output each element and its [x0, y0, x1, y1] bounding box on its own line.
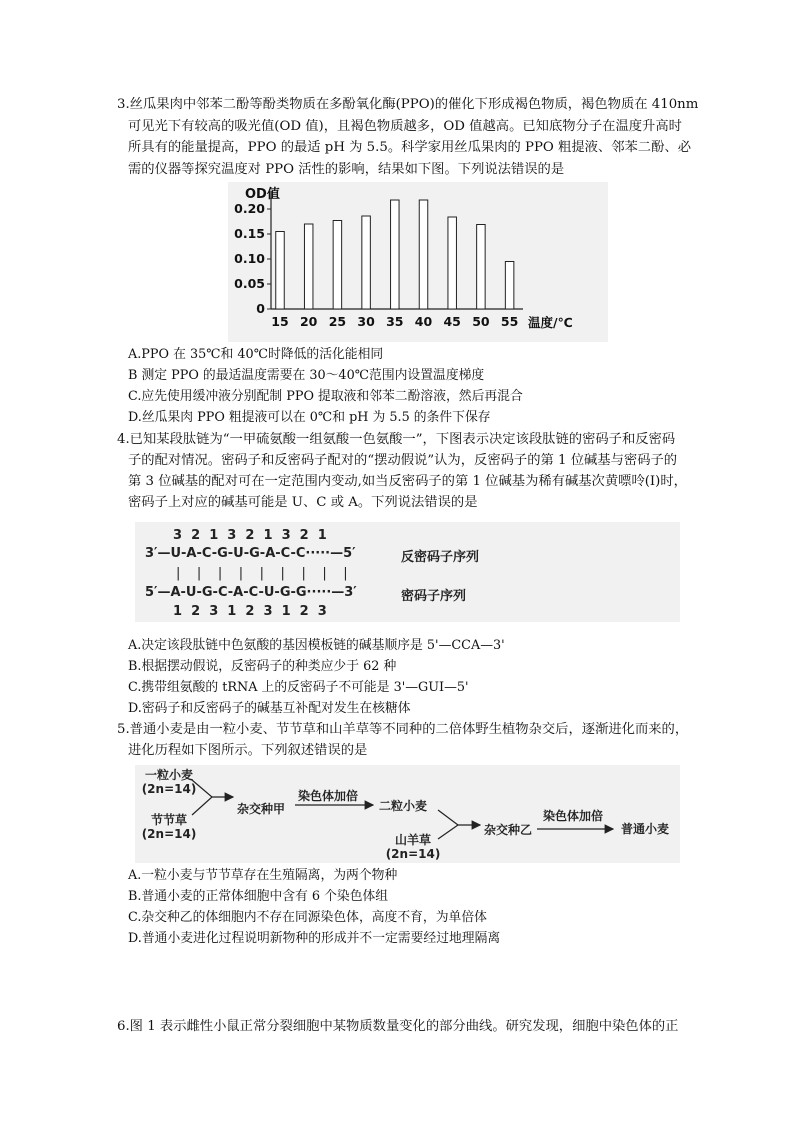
q4-option-d: D.密码子和反密码子的碱基互补配对发生在核糖体	[128, 701, 411, 716]
q4-stem-line-4: 密码子上对应的碱基可能是 U、C 或 A。下列说法错误的是	[128, 495, 478, 510]
y-tick-label: 0	[256, 301, 265, 316]
x-tick-label: 15	[271, 314, 289, 329]
codon-position-numbers: 1 2 3 1 2 3 1 2 3	[173, 604, 327, 619]
species-jiejiecao-chromosome: (2n=14)	[141, 827, 197, 841]
q4-option-b: B.根据摆动假说，反密码子的种类应少于 62 种	[128, 659, 397, 674]
q5-stem-line-1: 5.普通小麦是由一粒小麦、节节草和山羊草等不同种的二倍体野生植物杂交后，逐渐进化而来的，	[117, 722, 689, 737]
species-shanyangcao-chromosome: (2n=14)	[385, 847, 441, 861]
species-yili-chromosome: (2n=14)	[141, 782, 197, 796]
q4-option-a: A.决定该段肽链中色氨酸的基因模板链的碱基顺序是 5'—CCA—3'	[128, 638, 505, 653]
hybrid-jia: 杂交种甲	[237, 802, 286, 816]
x-tick-label: 30	[357, 314, 375, 329]
x-tick-label: 20	[299, 314, 318, 329]
q4-stem-line-3: 第 3 位碱基的配对可在一定范围内变动,如当反密码子的第 1 位碱基为稀有碱基次黄嘌呤(I)时，	[128, 474, 687, 489]
x-tick-label: 35	[386, 314, 404, 329]
x-tick-label: 55	[500, 314, 519, 329]
codon-sequence: 5′—A-U-G-C-A-C-U-G-G·····—3′	[145, 585, 357, 600]
y-tick-label: 0.20	[234, 201, 265, 216]
species-putong: 普通小麦	[621, 822, 670, 836]
bar-55	[505, 262, 513, 310]
bar-30	[362, 216, 371, 309]
codon-label: 密码子序列	[401, 589, 467, 604]
bar-45	[448, 217, 457, 309]
q5-stem-line-2: 进化历程如下图所示。下列叙述错误的是	[128, 743, 368, 758]
q3-stem-line-3: 所具有的能量提高，PPO 的最适 pH 为 5.5。科学家用丝瓜果肉的 PPO 粗提液、邻苯二酚、必	[128, 140, 691, 155]
doubling-label-1: 染色体加倍	[298, 789, 359, 803]
q4-stem-line-2: 子的配对情况。密码子和反密码子配对的“摆动假说”认为，反密码子的第 1 位碱基与密码子的	[128, 453, 678, 468]
pairing-bars: | | | | | | | | |	[176, 566, 348, 581]
bar-35	[391, 200, 400, 309]
merge-bracket-2	[438, 810, 458, 839]
q3-option-c: C.应先使用缓冲液分别配制 PPO 提取液和邻苯二酚溶液，然后再混合	[128, 389, 523, 404]
species-shanyangcao-name: 山羊草	[394, 833, 431, 847]
y-axis-label: OD值	[245, 187, 280, 202]
bar-25	[333, 221, 342, 310]
anticodon-position-numbers: 3 2 1 3 2 1 3 2 1	[173, 528, 327, 543]
doubling-label-2: 染色体加倍	[543, 809, 604, 823]
q5-option-d: D.普通小麦进化过程说明新物种的形成并不一定需要经过地理隔离	[128, 931, 501, 946]
q3-option-d: D.丝瓜果肉 PPO 粗提液可以在 0℃和 pH 为 5.5 的条件下保存	[128, 410, 491, 425]
x-tick-label: 25	[328, 314, 347, 329]
species-jiejiecao	[141, 813, 197, 841]
q3-stem-line-1: 3.丝瓜果肉中邻苯二酚等酚类物质在多酚氧化酶(PPO)的催化下形成褐色物质，褐色物质在 410nm	[117, 97, 699, 112]
bar-15	[276, 232, 285, 310]
q3-option-a: A.PPO 在 35℃和 40℃时降低的活化能相同	[128, 347, 384, 362]
q4-stem-line-1: 4.已知某段肽链为“一甲硫氨酸一组氨酸一色氨酸一”，下图表示决定该段肽链的密码子和反密码	[117, 432, 676, 447]
anticodon-sequence: 3′—U-A-C-G-U-G-A-C-C·····—5′	[145, 546, 356, 561]
bar-40	[419, 200, 428, 309]
q5-option-c: C.杂交种乙的体细胞内不存在同源染色体，高度不育，为单倍体	[128, 910, 487, 925]
q5-option-b: B.普通小麦的正常体细胞中含有 6 个染色体组	[128, 889, 389, 904]
q4-option-c: C.携带组氨酸的 tRNA 上的反密码子不可能是 3'—GUI—5'	[128, 680, 469, 695]
q3-stem-line-4: 需的仪器等探究温度对 PPO 活性的影响，结果如下图。下列说法错误的是	[128, 162, 565, 177]
wheat-evolution-diagram	[135, 765, 680, 863]
bar-50	[477, 225, 486, 310]
od-temperature-chart	[228, 182, 608, 342]
y-tick-label: 0.15	[234, 226, 265, 241]
x-tick-label: 40	[414, 314, 433, 329]
x-axis-label: 温度/℃	[528, 315, 573, 330]
species-yili	[141, 768, 197, 796]
bar-20	[304, 224, 313, 309]
species-yili-name: 一粒小麦	[144, 768, 193, 782]
species-erli: 二粒小麦	[379, 799, 428, 813]
codon-diagram	[135, 522, 680, 622]
hybrid-yi: 杂交种乙	[484, 823, 533, 837]
x-tick-label: 50	[472, 314, 490, 329]
y-tick-label: 0.10	[234, 251, 265, 266]
species-shanyangcao	[385, 833, 441, 861]
q3-stem-line-2: 可见光下有较高的吸光值(OD 值)，且褐色物质越多，OD 值越高。已知底物分子在温度升高时	[128, 119, 682, 134]
anticodon-label: 反密码子序列	[401, 550, 480, 565]
q5-option-a: A.一粒小麦与节节草存在生殖隔离，为两个物种	[128, 868, 398, 883]
q6-stem-line-1: 6.图 1 表示雌性小鼠正常分裂细胞中某物质数量变化的部分曲线。研究发现，细胞中染色体的正	[117, 1019, 679, 1034]
q3-option-b: B 测定 PPO 的最适温度需要在 30～40℃范围内设置温度梯度	[128, 368, 485, 383]
x-tick-label: 45	[443, 314, 461, 329]
species-jiejiecao-name: 节节草	[150, 813, 187, 827]
y-tick-label: 0.05	[234, 276, 265, 291]
